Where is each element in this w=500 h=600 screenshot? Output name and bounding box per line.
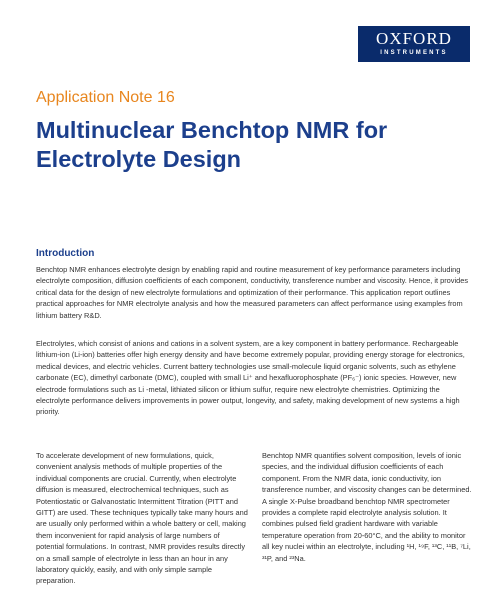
intro-paragraph-2: Electrolytes, which consist of anions and cations in a solvent system, are a key component in battery performance. Rechargeable lithium-ion (Li-ion) batteries offer high energy density and have become extremely popular, providing energy storage for electronics, medical devices, and electric vehicles. Current battery technologies use small-molecule liquid organic solvents, such as ethylene carbonate (EC), dimethyl carbonate (DMC), coupled with small Li⁺ and hexafluorophosphate (PF₆⁻) ionic species. However, new electrode formulations such as Li -metal, lithiated silicon or lithium sulfur, require new electrolyte chemistries. Optimizing the electrolyte performance delivers improvements in power output, longevity, and safety, making development of new systems a high priority.: [36, 339, 465, 417]
application-note-label: Application Note 16: [36, 89, 175, 106]
document-title: Multinuclear Benchtop NMR for Electrolyte Design: [36, 117, 388, 172]
intro-paragraph-1: Benchtop NMR enhances electrolyte design by enabling rapid and routine measurement of key performance parameters including electrolyte composition, diffusion coefficients of each component, conductivity, transference number and viscosity. Hence, it provides critical data for the design of new electrolyte formulations and optimization of their performance. This application report outlines practical approaches for NMR electrolyte analysis and how the measured parameters can affect performance using examples from lithium battery R&D.: [36, 265, 469, 320]
logo-sub-text: INSTRUMENTS: [380, 50, 448, 56]
logo-main-text: OXFORD: [376, 29, 452, 48]
right-column-text: Benchtop NMR quantifies solvent composition, levels of ionic species, and the individual diffusion coefficients of each component. From the NMR data, ionic conductivity, ion transference number, and viscosity changes can be determined. A single X-Pulse broadband benchtop NMR spectrometer provides a complete rapid electrolyte analysis solution. It combines pulsed field gradient hardware with variable temperature operation from 20-60°C, and the ability to monitor all key nuclei within an electrolyte, including ¹H, ¹⁹F, ¹³C, ¹¹B, ⁷Li, ³¹P, and ²³Na.: [262, 451, 472, 563]
left-column-text: To accelerate development of new formulations, quick, convenient analysis methods of multiple properties of the individual components are crucial. Currently, when electrolyte diffusion is measured, electrochemical techniques, such as Potentiostatic or Galvanostatic Intermittent Titration (PITT and GITT) are used. These techniques typically take many hours and are usually only performed within a whole battery or cell, making them inconvenient for rapid analysis of large numbers of potential formulations. In contrast, NMR provides results directly on a small sample of electrolyte in less than an hour in any laboratory quickly, easily, and with only simple sample preparation.: [36, 451, 248, 586]
oxford-instruments-logo: [358, 26, 470, 62]
introduction-heading: Introduction: [36, 248, 95, 259]
